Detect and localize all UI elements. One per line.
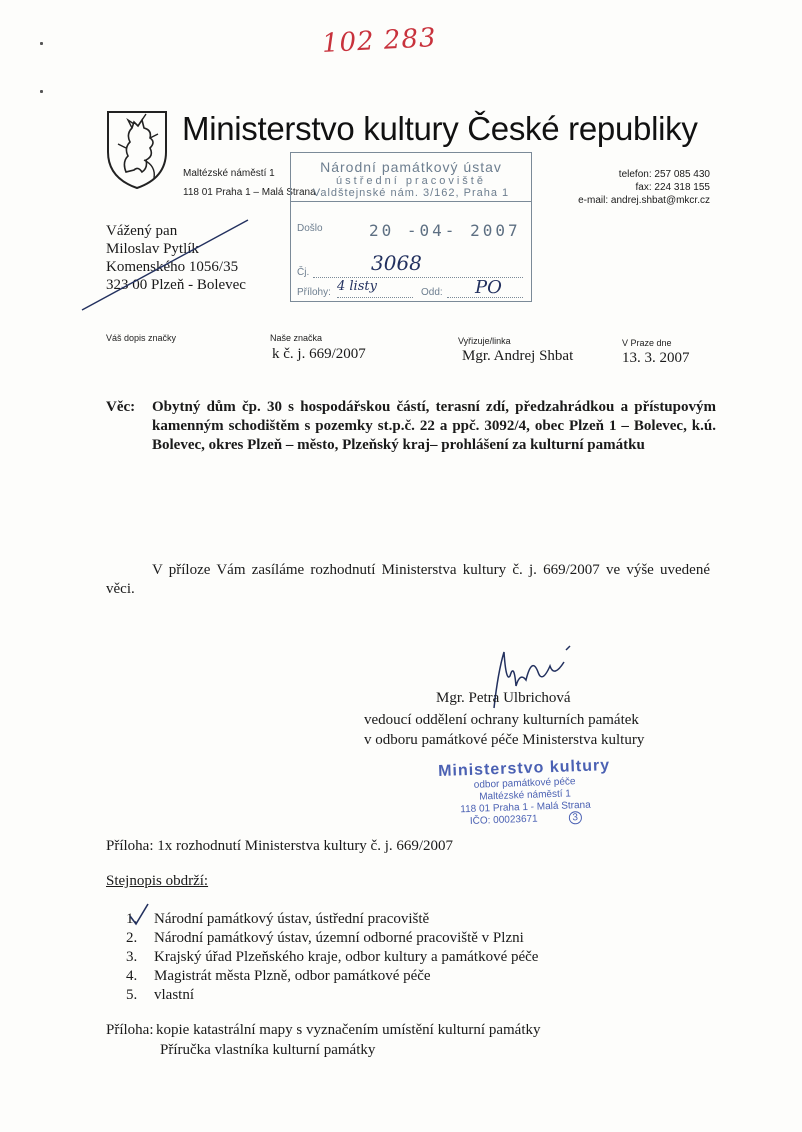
attachment-line: Příloha: 1x rozhodnutí Ministerstva kultury č. j. 669/2007	[106, 838, 454, 854]
address-line-2: 118 01 Praha 1 – Malá Strana	[183, 187, 316, 198]
scanned-letter: 102 283 Ministerstvo kultury České republiky Maltézské náměstí 1 118 01 Praha 1 – Malá Strana telefon: 257 085 430 fax: 224 318 155 e-mail: andrej.shbat@mkcr.cz Národní památkový ústav ústřední pracoviště Valdštejnské nám. 3/162, Praha 1 Došlo 20 -04- 2007 Čj. 3068 Přílohy: 4 listy Odd: PO Vážený pan Miloslav Pytlík Komenského 1056/35 323 00 Plzeň - Bolevec Váš dopis značky Naše značka k č. j. 669/2007 Vyřizuje/linka Mgr. Andrej Shbat V Praze dne 13. 3. 2007 Věc: Obytný dům čp. 30 s hospodářskou částí, terasní zdí, předzahrádkou a přístupovým kamenným schodištěm s pozemky st.p.č. 22 a ppč. 3092/4, obec Plzeň 1 – Bolevec, k.ú. Bolevec, okres Plzeň – město, Plzeňský kraj– prohlášení za kulturní památku V příloze Vám zasíláme rozhodnutí Ministerstva kultury č. j. 669/2007 ve výše uvedené věci. Mgr. Petra Ulbrichová vedoucí oddělení ochrany kulturních památek v odboru památkové péče Ministerstva kultury Ministerstvo kultury odbor památkové péče Maltézské náměstí 1 118 01 Praha 1 - Malá Strana IČO: 00023671 3 Příloha: 1x rozhodnutí Ministerstva kultury č. j. 669/2007 Stejnopis obdrží: 1. Národní památkový ústav, ústřední pracoviště 2. Národní památkový ústav, územní odborné pracoviště v Plzni 3. Krajský úřad Plzeňského kraje, odbor kultury a památkové péče 4. Magistrát města Plzně, odbor památkové péče 5. vlastní Příloha: kopie katastrální mapy s vyznačením umístění kulturní památky Příručka vlastníka kulturní památky	[0, 0, 802, 1132]
subject-text: Obytný dům čp. 30 s hospodářskou částí, terasní zdí, předzahrádkou a přístupovým kamenným schodištěm s pozemky st.p.č. 22 a ppč. 3092/4, obec Plzeň 1 – Bolevec, k.ú. Bolevec, okres Plzeň – město, Plzeňský kraj– prohlášení za kulturní památku	[152, 399, 716, 453]
handler: Mgr. Andrej Shbat	[462, 348, 574, 364]
stamp-unit: ústřední pracoviště	[336, 175, 486, 187]
phone: telefon: 257 085 430	[618, 169, 710, 180]
subject-label: Věc:	[106, 399, 136, 415]
body-paragraph: V příloze Vám zasíláme rozhodnutí Ministerstva kultury č. j. 669/2007 ve výše uvedené věci.	[106, 562, 710, 597]
ministry-stamp	[431, 757, 619, 829]
dept-value: PO	[475, 277, 502, 298]
letter-date: 13. 3. 2007	[622, 350, 690, 366]
signatory-title	[364, 710, 644, 750]
ministry-stamp-street: Maltézské náměstí 1	[479, 788, 572, 803]
signatory-title-line2: v odboru památkové péče Ministerstva kultury	[364, 732, 645, 748]
attachments-label: Příloha:	[106, 1022, 154, 1038]
ministry-stamp-dept: odbor památkové péče	[473, 776, 576, 791]
attachment-item-1: kopie katastrální mapy s vyznačením umístění kulturní památky	[156, 1022, 541, 1038]
attachments-value: 4 listy	[337, 279, 377, 294]
copies-heading: Stejnopis obdrží:	[106, 873, 209, 889]
signatory-title-line1: vedoucí oddělení ochrany kulturních památek	[364, 712, 639, 728]
received-label: Došlo	[297, 223, 323, 234]
fax: fax: 224 318 155	[635, 182, 710, 193]
signatory-name: Mgr. Petra Ulbrichová	[436, 690, 571, 706]
ministry-stamp-ico-text: IČO: 00023671	[469, 813, 538, 827]
ministry-stamp-title: Ministerstvo kultury	[437, 757, 611, 781]
stamp-address: Valdštejnské nám. 3/162, Praha 1	[312, 187, 510, 199]
recipient-street: Komenského 1056/35	[106, 259, 239, 275]
punch-mark	[40, 42, 43, 45]
received-stamp	[290, 152, 532, 302]
attachments-label: Přílohy:	[297, 287, 331, 298]
our-ref-label: Naše značka	[270, 333, 323, 343]
stamp-org: Národní památkový ústav	[320, 159, 502, 175]
ministry-name: Ministerstvo kultury České republiky	[182, 110, 698, 147]
attachment-item-2: Příručka vlastníka kulturní památky	[160, 1042, 376, 1058]
ministry-stamp-number: 3	[568, 811, 582, 824]
ministry-stamp-city: 118 01 Praha 1 - Malá Strana	[460, 799, 591, 816]
stamp-header	[291, 153, 531, 202]
attachments-line	[337, 297, 413, 298]
dept-label: Odd:	[421, 287, 443, 298]
punch-mark	[40, 90, 43, 93]
handwritten-page-number: 102 283	[321, 23, 438, 59]
address-line-1: Maltézské náměstí 1	[183, 168, 275, 179]
recipient-name: Miloslav Pytlík	[106, 241, 199, 257]
our-ref: k č. j. 669/2007	[272, 346, 366, 362]
recipient-city: 323 00 Plzeň - Bolevec	[106, 277, 246, 293]
ref-number: 3068	[371, 251, 422, 275]
pen-strike-line	[80, 218, 250, 313]
czech-lion-crest-icon	[104, 108, 170, 190]
date-label: V Praze dne	[622, 338, 672, 348]
checkmark-icon	[126, 902, 150, 926]
handler-label: Vyřizuje/linka	[458, 336, 511, 346]
your-ref-label: Váš dopis značky	[106, 333, 177, 343]
salutation: Vážený pan	[106, 223, 178, 239]
email: e-mail: andrej.shbat@mkcr.cz	[578, 195, 710, 206]
received-date: 20 -04- 2007	[369, 221, 521, 240]
ref-label: Čj.	[297, 267, 310, 278]
